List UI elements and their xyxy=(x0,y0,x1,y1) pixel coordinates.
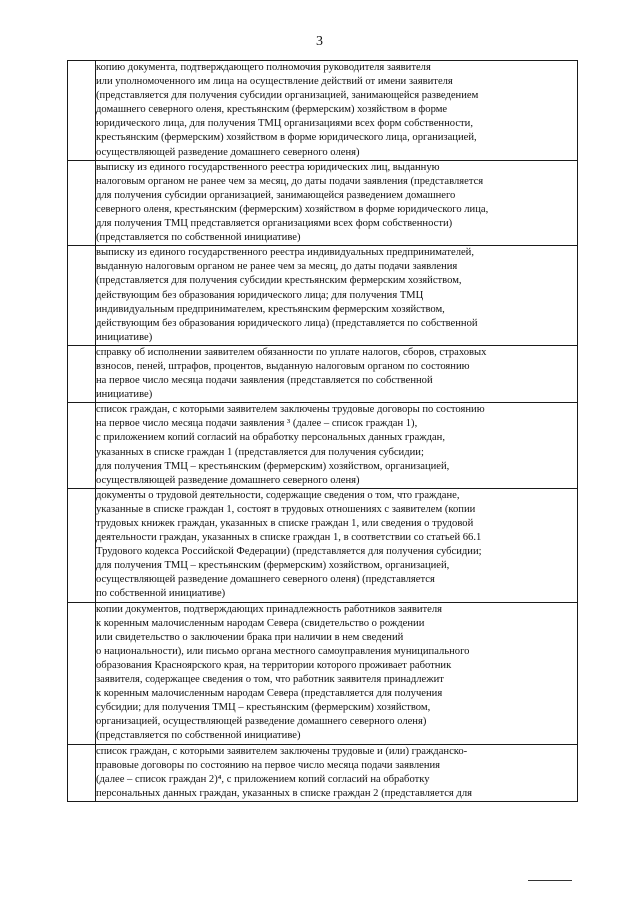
row-number-cell xyxy=(68,744,96,801)
document-description-cell xyxy=(96,345,578,402)
text-line: или уполномоченного им лица на осуществление действий от имени заявителя xyxy=(96,76,453,88)
document-description-cell xyxy=(96,602,578,744)
table-row xyxy=(68,160,578,246)
table-body xyxy=(68,61,578,802)
row-number-cell xyxy=(68,602,96,744)
text-line: на первое число месяца подачи заявления (представляется по собственной xyxy=(96,375,433,387)
text-line: документы о трудовой деятельности, содержащие сведения о том, что граждане, xyxy=(96,489,460,501)
text-line: осуществляющей разведение домашнего северного оленя) xyxy=(96,474,360,486)
document-description-cell xyxy=(96,61,578,161)
table-row xyxy=(68,488,578,602)
text-line: с приложением копий согласий на обработку персональных данных граждан, xyxy=(96,432,445,444)
text-line: на первое число месяца подачи заявления ³ (далее – список граждан 1), xyxy=(96,418,418,430)
document-description-cell xyxy=(96,160,578,246)
row-number-cell xyxy=(68,488,96,602)
text-line: персональных данных граждан, указанных в списке граждан 2 (представляется для xyxy=(96,787,472,799)
text-line: по собственной инициативе) xyxy=(96,588,226,600)
footnote-separator xyxy=(528,880,572,881)
text-line: заявителя, содержащее сведения о том, что работник заявителя принадлежит xyxy=(96,674,444,686)
text-line: или свидетельство о заключении брака при наличии в нем сведений xyxy=(96,631,404,643)
text-line: налоговым органом не ранее чем за месяц, до даты подачи заявления (представляется xyxy=(96,175,484,187)
text-line: крестьянским (фермерским) хозяйством в форме юридического лица, организацией, xyxy=(96,132,477,144)
text-line: образования Красноярского края, на территории которого проживает работник xyxy=(96,659,452,671)
text-line: правовые договоры по состоянию на первое число месяца подачи заявления xyxy=(96,759,441,771)
row-number-cell xyxy=(68,61,96,161)
text-line: (представляется по собственной инициативе) xyxy=(96,730,301,742)
text-line: указанных в списке граждан 1 (представляется для получения субсидии; xyxy=(96,446,424,458)
table-row xyxy=(68,246,578,346)
text-line: инициативе) xyxy=(96,389,153,401)
text-line: трудовых книжек граждан, указанных в списке граждан 1, или сведения о трудовой xyxy=(96,518,474,529)
row-number-cell xyxy=(68,345,96,402)
text-line: юридического лица, для получения ТМЦ организациями всех форм собственности, xyxy=(96,118,473,130)
table-row xyxy=(68,403,578,489)
text-line: (представляется для получения субсидии крестьянским фермерским хозяйством, xyxy=(96,275,462,287)
text-line: инициативе) xyxy=(96,331,153,343)
table-row xyxy=(68,345,578,402)
text-line: Трудового кодекса Российской Федерации) (представляется для получения субсидии; xyxy=(96,546,482,558)
text-line: индивидуальным предпринимателем, крестьянским фермерским хозяйством, xyxy=(96,303,445,315)
text-line: выданную налоговым органом не ранее чем за месяц, до даты подачи заявления xyxy=(96,261,458,273)
text-line: субсидии; для получения ТМЦ – крестьянским (фермерским) хозяйством, xyxy=(96,702,431,714)
document-description-cell xyxy=(96,488,578,602)
table-row xyxy=(68,61,578,161)
text-line: домашнего северного оленя, крестьянским (фермерским) хозяйством в форме xyxy=(96,104,448,116)
requirements-table xyxy=(67,60,578,802)
document-description-cell xyxy=(96,246,578,346)
text-line: выписку из единого государственного реестра юридических лиц, выданную xyxy=(96,161,440,173)
text-line: для получения ТМЦ – крестьянским (фермерским) хозяйством, организацией, xyxy=(96,560,450,572)
text-line: копии документов, подтверждающих принадлежность работников заявителя xyxy=(96,603,443,615)
text-line: для получения субсидии организацией, занимающейся разведением домашнего xyxy=(96,189,456,201)
text-line: деятельности граждан, указанных в списке граждан 1, в соответствии со статьей 66.1 xyxy=(96,532,482,544)
text-line: действующим без образования юридического лица) (представляется по собственной xyxy=(96,317,478,329)
text-line: северного оленя, крестьянским (фермерским) хозяйством в форме юридического лица, xyxy=(96,203,489,215)
row-number-cell xyxy=(68,246,96,346)
text-line: о национальности), или письмо органа местного самоуправления муниципального xyxy=(96,645,470,657)
text-line: копию документа, подтверждающего полномочия руководителя заявителя xyxy=(96,62,431,73)
text-line: список граждан, с которыми заявителем заключены трудовые и (или) гражданско- xyxy=(96,745,468,757)
text-line: для получения ТМЦ – крестьянским (фермерским) хозяйством, организацией, xyxy=(96,460,450,472)
text-line: список граждан, с которыми заявителем заключены трудовые договоры по состоянию xyxy=(96,404,485,416)
text-line: к коренным малочисленным народам Севера (представляется для получения xyxy=(96,688,443,700)
text-line: справку об исполнении заявителем обязанности по уплате налогов, сборов, страховых xyxy=(96,346,487,358)
table-row xyxy=(68,744,578,801)
text-line: выписку из единого государственного реестра индивидуальных предпринимателей, xyxy=(96,247,475,259)
text-line: взносов, пеней, штрафов, процентов, выданную налоговым органом по состоянию xyxy=(96,360,470,372)
table-row xyxy=(68,602,578,744)
row-number-cell xyxy=(68,403,96,489)
text-line: для получения ТМЦ представляется организациями всех форм собственности) xyxy=(96,218,453,230)
text-line: действующим без образования юридического лица; для получения ТМЦ xyxy=(96,289,424,301)
text-line: указанные в списке граждан 1, состоят в трудовых отношениях с заявителем (копии xyxy=(96,503,476,515)
text-line: осуществляющей разведение домашнего северного оленя) xyxy=(96,146,360,158)
document-description-cell xyxy=(96,744,578,801)
text-line: (далее – список граждан 2)⁴, с приложением копий согласий на обработку xyxy=(96,773,430,785)
text-line: (представляется для получения субсидии организацией, занимающейся разведением xyxy=(96,90,479,102)
row-number-cell xyxy=(68,160,96,246)
text-line: к коренным малочисленным народам Севера (свидетельство о рождении xyxy=(96,617,425,629)
document-description-cell xyxy=(96,403,578,489)
text-line: (представляется по собственной инициативе) xyxy=(96,232,301,244)
text-line: организацией, осуществляющей разведение домашнего северного оленя) xyxy=(96,716,427,728)
page-number: 3 xyxy=(316,34,323,49)
text-line: осуществляющей разведение домашнего северного оленя) (представляется xyxy=(96,574,435,586)
